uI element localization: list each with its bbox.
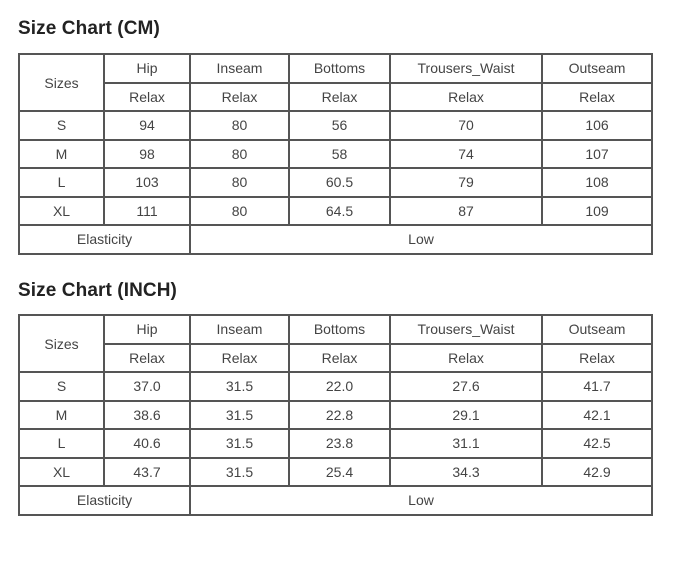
size-chart-inch-table (18, 314, 653, 516)
measurement-cell: 42.9 (542, 458, 652, 487)
fit-row (19, 344, 652, 373)
column-header-trousers-waist: Trousers_Waist (390, 54, 542, 83)
measurement-cell: 31.1 (390, 429, 542, 458)
column-header-outseam: Outseam (542, 54, 652, 83)
measurement-cell: 98 (104, 140, 190, 169)
measurement-cell: 31.5 (190, 458, 289, 487)
elasticity-value: Low (190, 486, 652, 515)
measurement-cell: 22.8 (289, 401, 390, 430)
measurement-cell: 38.6 (104, 401, 190, 430)
column-header-trousers-waist: Trousers_Waist (390, 315, 542, 344)
fit-cell: Relax (289, 83, 390, 112)
measurement-cell: 74 (390, 140, 542, 169)
column-header-outseam: Outseam (542, 315, 652, 344)
elasticity-row (19, 486, 652, 515)
table-row (19, 429, 652, 458)
measurement-cell: 80 (190, 111, 289, 140)
column-header-hip: Hip (104, 54, 190, 83)
measurement-cell: 31.5 (190, 429, 289, 458)
header-row (19, 315, 652, 344)
table-row (19, 111, 652, 140)
elasticity-value: Low (190, 225, 652, 254)
measurement-cell: 22.0 (289, 372, 390, 401)
table-row (19, 458, 652, 487)
size-label: L (19, 168, 104, 197)
header-row (19, 54, 652, 83)
column-header-bottoms: Bottoms (289, 54, 390, 83)
size-chart-cm-table (18, 53, 653, 255)
fit-cell: Relax (190, 83, 289, 112)
size-label: L (19, 429, 104, 458)
measurement-cell: 40.6 (104, 429, 190, 458)
measurement-cell: 60.5 (289, 168, 390, 197)
measurement-cell: 42.5 (542, 429, 652, 458)
measurement-cell: 111 (104, 197, 190, 226)
column-header-bottoms: Bottoms (289, 315, 390, 344)
measurement-cell: 64.5 (289, 197, 390, 226)
fit-cell: Relax (289, 344, 390, 373)
fit-cell: Relax (104, 83, 190, 112)
column-header-hip: Hip (104, 315, 190, 344)
fit-cell: Relax (190, 344, 289, 373)
measurement-cell: 31.5 (190, 401, 289, 430)
measurement-cell: 80 (190, 168, 289, 197)
table-row (19, 140, 652, 169)
fit-cell: Relax (390, 83, 542, 112)
measurement-cell: 23.8 (289, 429, 390, 458)
measurement-cell: 37.0 (104, 372, 190, 401)
measurement-cell: 108 (542, 168, 652, 197)
size-chart-inch-title: Size Chart (INCH) (18, 280, 177, 301)
measurement-cell: 70 (390, 111, 542, 140)
measurement-cell: 103 (104, 168, 190, 197)
sizes-header: Sizes (19, 315, 104, 372)
fit-cell: Relax (542, 344, 652, 373)
elasticity-row (19, 225, 652, 254)
fit-cell: Relax (390, 344, 542, 373)
size-label: S (19, 111, 104, 140)
table-row (19, 401, 652, 430)
fit-cell: Relax (104, 344, 190, 373)
measurement-cell: 80 (190, 140, 289, 169)
measurement-cell: 42.1 (542, 401, 652, 430)
sizes-header: Sizes (19, 54, 104, 111)
column-header-inseam: Inseam (190, 315, 289, 344)
table-row (19, 168, 652, 197)
measurement-cell: 107 (542, 140, 652, 169)
elasticity-label: Elasticity (19, 225, 190, 254)
size-label: M (19, 140, 104, 169)
measurement-cell: 27.6 (390, 372, 542, 401)
size-chart-cm-title: Size Chart (CM) (18, 18, 160, 39)
measurement-cell: 43.7 (104, 458, 190, 487)
measurement-cell: 79 (390, 168, 542, 197)
table-row (19, 197, 652, 226)
measurement-cell: 56 (289, 111, 390, 140)
size-label: M (19, 401, 104, 430)
measurement-cell: 29.1 (390, 401, 542, 430)
measurement-cell: 94 (104, 111, 190, 140)
column-header-inseam: Inseam (190, 54, 289, 83)
fit-row (19, 83, 652, 112)
elasticity-label: Elasticity (19, 486, 190, 515)
measurement-cell: 34.3 (390, 458, 542, 487)
size-label: XL (19, 197, 104, 226)
measurement-cell: 41.7 (542, 372, 652, 401)
measurement-cell: 58 (289, 140, 390, 169)
measurement-cell: 25.4 (289, 458, 390, 487)
fit-cell: Relax (542, 83, 652, 112)
measurement-cell: 87 (390, 197, 542, 226)
table-row (19, 372, 652, 401)
measurement-cell: 80 (190, 197, 289, 226)
measurement-cell: 31.5 (190, 372, 289, 401)
size-label: S (19, 372, 104, 401)
size-label: XL (19, 458, 104, 487)
measurement-cell: 106 (542, 111, 652, 140)
measurement-cell: 109 (542, 197, 652, 226)
